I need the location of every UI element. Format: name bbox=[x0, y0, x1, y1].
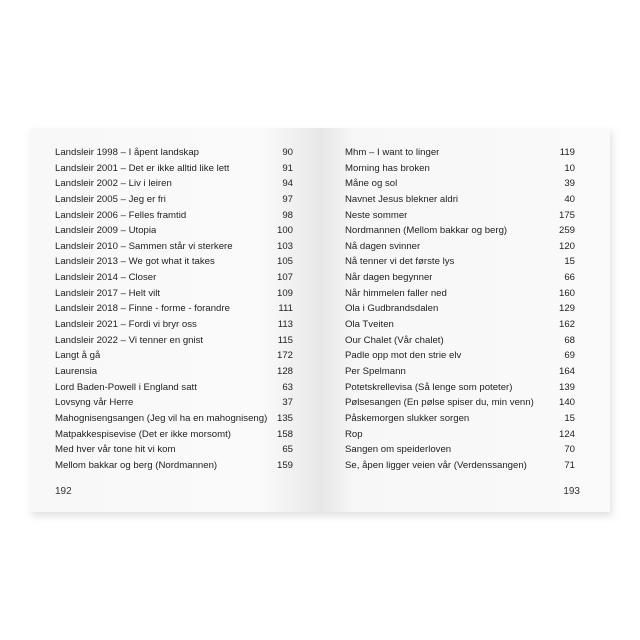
index-entry bbox=[55, 241, 293, 257]
index-entry bbox=[55, 382, 293, 398]
entry-page: 10 bbox=[564, 162, 575, 174]
index-entry bbox=[345, 163, 575, 179]
entry-page: 128 bbox=[276, 365, 293, 377]
index-entry bbox=[55, 444, 293, 460]
index-entry bbox=[345, 335, 575, 351]
index-entry bbox=[345, 210, 575, 226]
entry-page: 159 bbox=[276, 459, 293, 471]
index-entry bbox=[345, 382, 575, 398]
entry-title: Landsleir 2017 – Helt vilt bbox=[55, 287, 161, 299]
entry-title: Landsleir 2002 – Liv i leiren bbox=[55, 178, 172, 190]
entry-page: 259 bbox=[558, 225, 575, 237]
index-entry bbox=[345, 272, 575, 288]
entry-page: 175 bbox=[558, 209, 575, 221]
index-entry bbox=[345, 350, 575, 366]
entry-page: 158 bbox=[276, 428, 293, 440]
index-entry bbox=[345, 366, 575, 382]
index-entry bbox=[55, 210, 293, 226]
entry-page: 140 bbox=[558, 397, 575, 409]
entry-title: Landsleir 2014 – Closer bbox=[55, 272, 157, 284]
entry-title: Lovsyng vår Herre bbox=[55, 397, 134, 409]
entry-page: 160 bbox=[558, 287, 575, 299]
entry-page: 115 bbox=[277, 334, 293, 346]
entry-page: 91 bbox=[282, 162, 293, 174]
entry-title: Landsleir 2006 – Felles framtid bbox=[55, 209, 187, 221]
entry-page: 94 bbox=[282, 178, 293, 190]
entry-page: 119 bbox=[559, 147, 575, 158]
entry-title: Padle opp mot den strie elv bbox=[345, 350, 462, 362]
index-entry bbox=[345, 256, 575, 272]
index-entry bbox=[345, 429, 575, 445]
index-entry bbox=[55, 178, 293, 194]
index-entry bbox=[55, 288, 293, 304]
entry-page: 111 bbox=[278, 303, 293, 315]
entry-title: Landsleir 2021 – Fordi vi bryr oss bbox=[55, 319, 197, 331]
index-entry bbox=[345, 460, 575, 476]
entry-title: Landsleir 2001 – Det er ikke alltid like lett bbox=[55, 162, 230, 174]
index-entry bbox=[345, 303, 575, 319]
entry-title: Landsleir 2013 – We got what it takes bbox=[55, 256, 215, 268]
entry-title: Se, åpen ligger veien vår (Verdenssangen) bbox=[345, 459, 527, 471]
entry-page: 68 bbox=[564, 334, 575, 346]
entry-title: Landsleir 2022 – Vi tenner en gnist bbox=[55, 334, 204, 346]
entry-title: Morning has broken bbox=[345, 162, 430, 174]
index-entry bbox=[345, 319, 575, 335]
entry-title: Rop bbox=[345, 428, 363, 440]
entry-title: Med hver vår tone hit vi kom bbox=[55, 444, 176, 456]
index-entry bbox=[55, 303, 293, 319]
left-page-number: 192 bbox=[55, 486, 72, 497]
entry-page: 107 bbox=[276, 272, 293, 284]
index-entry bbox=[55, 413, 293, 429]
entry-page: 113 bbox=[277, 319, 293, 331]
entry-page: 172 bbox=[276, 350, 293, 362]
entry-title: Mellom bakkar og berg (Nordmannen) bbox=[55, 459, 218, 471]
entry-title: Påskemorgen slukker sorgen bbox=[345, 412, 470, 424]
index-entry bbox=[345, 225, 575, 241]
entry-page: 15 bbox=[564, 412, 575, 424]
entry-title: Per Spelmann bbox=[345, 365, 406, 377]
entry-title: Navnet Jesus blekner aldri bbox=[345, 193, 459, 205]
index-entry bbox=[55, 225, 293, 241]
entry-title: Nå tenner vi det første lys bbox=[345, 256, 455, 268]
entry-title: Our Chalet (Vår chalet) bbox=[345, 334, 444, 346]
index-entry bbox=[55, 350, 293, 366]
entry-page: 109 bbox=[276, 287, 293, 299]
index-entry bbox=[55, 256, 293, 272]
entry-title: Landsleir 2018 – Finne - forme - forandre bbox=[55, 303, 230, 315]
entry-page: 97 bbox=[282, 193, 293, 205]
index-entry bbox=[55, 319, 293, 335]
entry-title: Lord Baden-Powell i England satt bbox=[55, 381, 197, 393]
index-entry bbox=[345, 194, 575, 210]
entry-page: 15 bbox=[564, 256, 575, 268]
index-entry bbox=[345, 444, 575, 460]
entry-title: Sangen om speiderloven bbox=[345, 444, 452, 456]
entry-title: Ola Tveiten bbox=[345, 319, 394, 331]
open-book bbox=[30, 128, 610, 512]
entry-title: Nordmannen (Mellom bakkar og berg) bbox=[345, 225, 508, 237]
index-entry bbox=[55, 460, 293, 476]
index-entry bbox=[345, 147, 575, 163]
entry-page: 100 bbox=[276, 225, 293, 237]
entry-page: 139 bbox=[558, 381, 575, 393]
entry-page: 66 bbox=[564, 272, 575, 284]
right-page-number: 193 bbox=[563, 486, 580, 497]
entry-page: 65 bbox=[282, 444, 293, 456]
entry-page: 63 bbox=[282, 381, 293, 393]
entry-page: 37 bbox=[282, 397, 293, 409]
entry-title: Langt å gå bbox=[55, 350, 101, 362]
entry-page: 90 bbox=[282, 147, 293, 158]
index-entry bbox=[55, 272, 293, 288]
index-entry bbox=[55, 194, 293, 210]
entry-page: 103 bbox=[276, 240, 293, 252]
index-entry bbox=[345, 413, 575, 429]
entry-page: 129 bbox=[558, 303, 575, 315]
left-index-list bbox=[55, 147, 293, 475]
entry-title: Pølsesangen (En pølse spiser du, min venn) bbox=[345, 397, 534, 409]
right-page bbox=[320, 128, 610, 512]
index-entry bbox=[345, 397, 575, 413]
left-page bbox=[30, 128, 320, 512]
entry-title: Potetskrellevisa (Så lenge som poteter) bbox=[345, 381, 513, 393]
index-entry bbox=[55, 366, 293, 382]
entry-page: 135 bbox=[276, 412, 293, 424]
entry-page: 120 bbox=[558, 240, 575, 252]
entry-title: Måne og sol bbox=[345, 178, 398, 190]
entry-title: Mahognisengsangen (Jeg vil ha en mahogniseng) bbox=[55, 412, 268, 424]
entry-page: 71 bbox=[564, 459, 575, 471]
entry-page: 69 bbox=[564, 350, 575, 362]
entry-title: Når himmelen faller ned bbox=[345, 287, 447, 299]
index-entry bbox=[345, 288, 575, 304]
entry-page: 39 bbox=[564, 178, 575, 190]
entry-title: Laurensia bbox=[55, 365, 98, 377]
entry-page: 162 bbox=[558, 319, 575, 331]
entry-title: Landsleir 2010 – Sammen står vi sterkere bbox=[55, 240, 233, 252]
index-entry bbox=[55, 429, 293, 445]
entry-title: Neste sommer bbox=[345, 209, 408, 221]
index-entry bbox=[55, 163, 293, 179]
entry-title: Matpakkespisevise (Det er ikke morsomt) bbox=[55, 428, 231, 440]
entry-page: 98 bbox=[282, 209, 293, 221]
entry-page: 124 bbox=[558, 428, 575, 440]
right-index-list bbox=[345, 147, 575, 475]
entry-page: 105 bbox=[276, 256, 293, 268]
entry-page: 40 bbox=[564, 193, 575, 205]
entry-page: 164 bbox=[558, 365, 575, 377]
entry-title: Når dagen begynner bbox=[345, 272, 433, 284]
entry-title: Landsleir 2009 – Utopia bbox=[55, 225, 157, 237]
index-entry bbox=[55, 147, 293, 163]
entry-title: Nå dagen svinner bbox=[345, 240, 421, 252]
index-entry bbox=[345, 178, 575, 194]
index-entry bbox=[55, 397, 293, 413]
entry-title: Ola i Gudbrandsdalen bbox=[345, 303, 439, 315]
entry-title: Landsleir 1998 – I åpent landskap bbox=[55, 147, 200, 158]
index-entry bbox=[55, 335, 293, 351]
index-entry bbox=[345, 241, 575, 257]
entry-title: Landsleir 2005 – Jeg er fri bbox=[55, 193, 166, 205]
entry-title: Mhm – I want to linger bbox=[345, 147, 440, 158]
entry-page: 70 bbox=[564, 444, 575, 456]
